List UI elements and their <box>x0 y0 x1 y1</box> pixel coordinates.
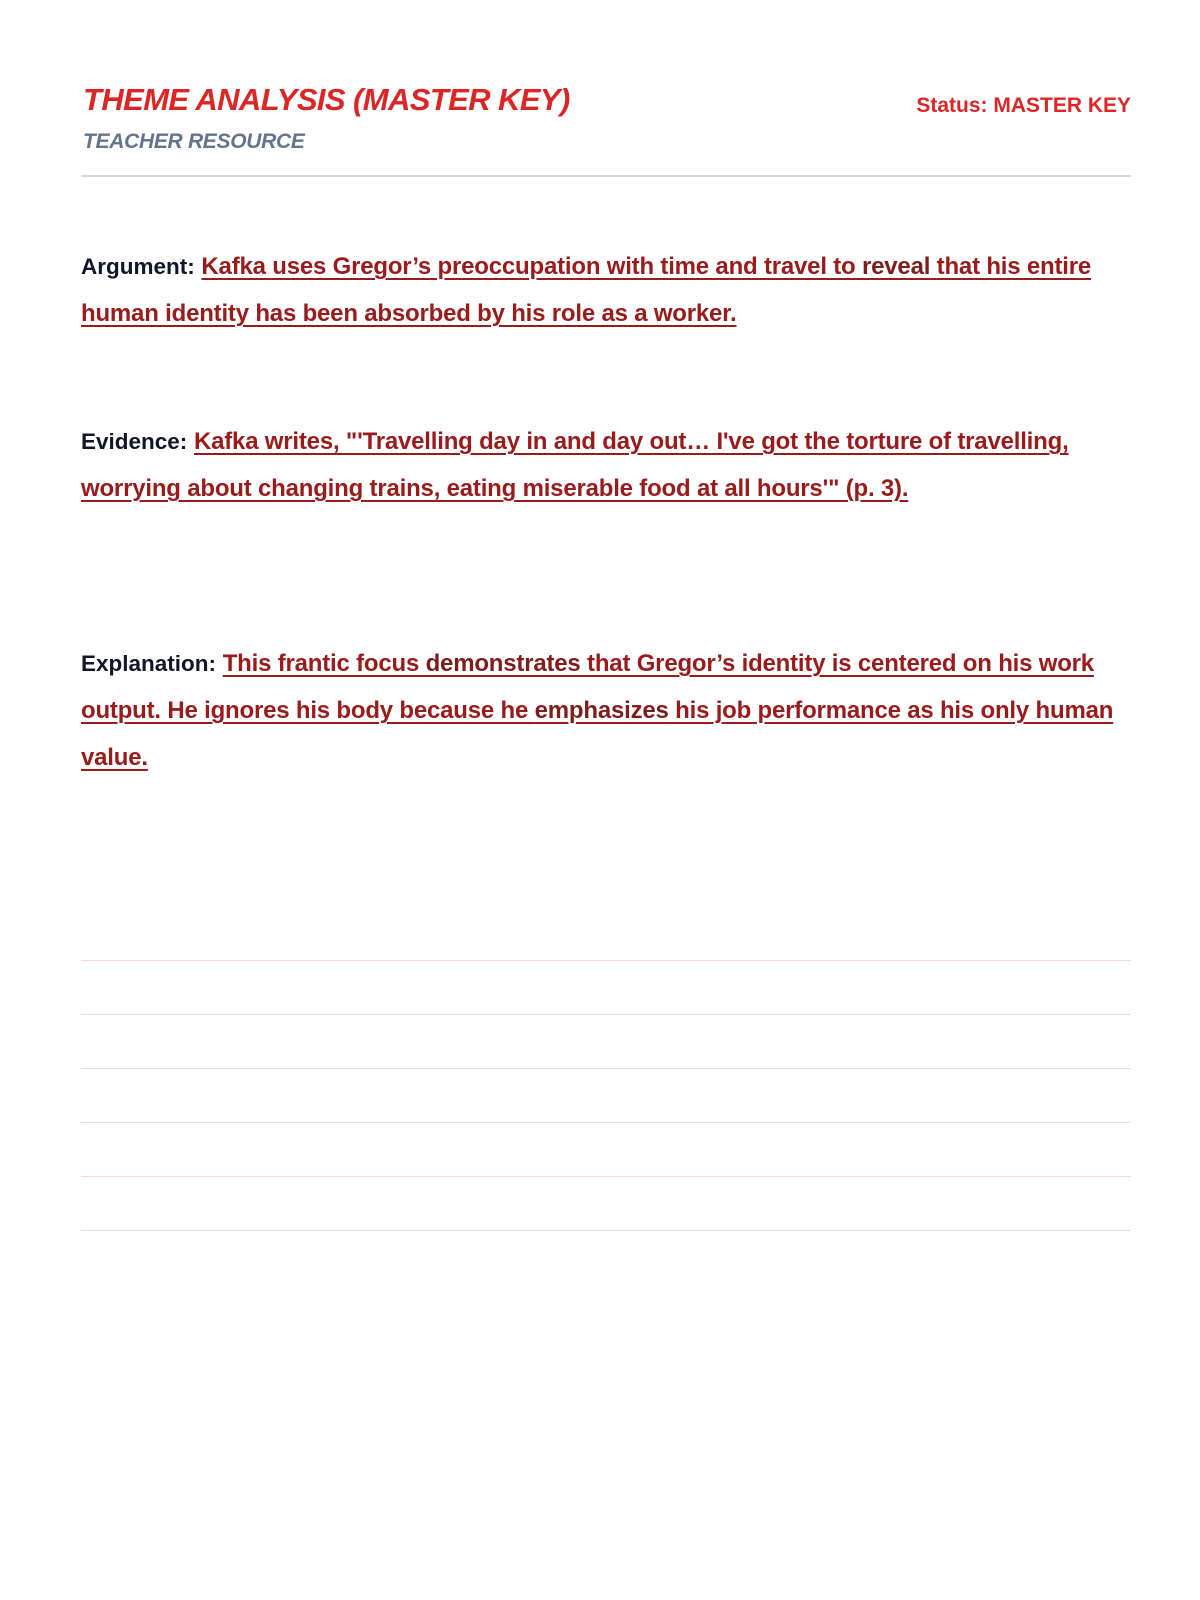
explanation-keyword: demonstrates <box>425 650 581 677</box>
argument-text-part: that his entire human identity has been absorbed by his role as a worker. <box>81 253 1092 327</box>
ruled-line <box>81 1176 1131 1177</box>
ruled-line <box>81 1068 1131 1069</box>
explanation-label: Explanation: <box>81 651 217 676</box>
worksheet-page <box>81 0 1131 1600</box>
argument-keyword: reveal <box>862 253 931 280</box>
page-title: THEME ANALYSIS (MASTER KEY) <box>83 82 570 117</box>
explanation-text-part: his job performance as his only human value. <box>81 697 1114 771</box>
ruled-line <box>81 1230 1131 1231</box>
status-badge: Status: MASTER KEY <box>916 94 1131 117</box>
argument-answer <box>81 253 1091 327</box>
explanation-section <box>81 640 1131 781</box>
ruled-line <box>81 1014 1131 1015</box>
explanation-text-part: that Gregor’s identity is centered on his work output. He ignores his body because he <box>81 650 1094 724</box>
ruled-line <box>81 1122 1131 1123</box>
evidence-label: Evidence: <box>81 429 188 454</box>
evidence-section <box>81 418 1131 512</box>
worksheet-header <box>81 82 1131 177</box>
page-subtitle: TEACHER RESOURCE <box>83 130 305 153</box>
argument-text-part: Kafka uses Gregor’s preoccupation with time and travel to <box>201 253 862 280</box>
explanation-text-part: This frantic focus <box>222 650 426 677</box>
evidence-answer: Kafka writes, "'Travelling day in and day out… I've got the torture of travelling, worrying about changing trains, eating miserable food at all hours'" (p. 3). <box>81 428 1069 502</box>
argument-section <box>81 243 1131 337</box>
explanation-answer <box>81 650 1113 771</box>
argument-label: Argument: <box>81 254 195 279</box>
ruled-line <box>81 960 1131 961</box>
explanation-keyword: emphasizes <box>534 697 669 724</box>
